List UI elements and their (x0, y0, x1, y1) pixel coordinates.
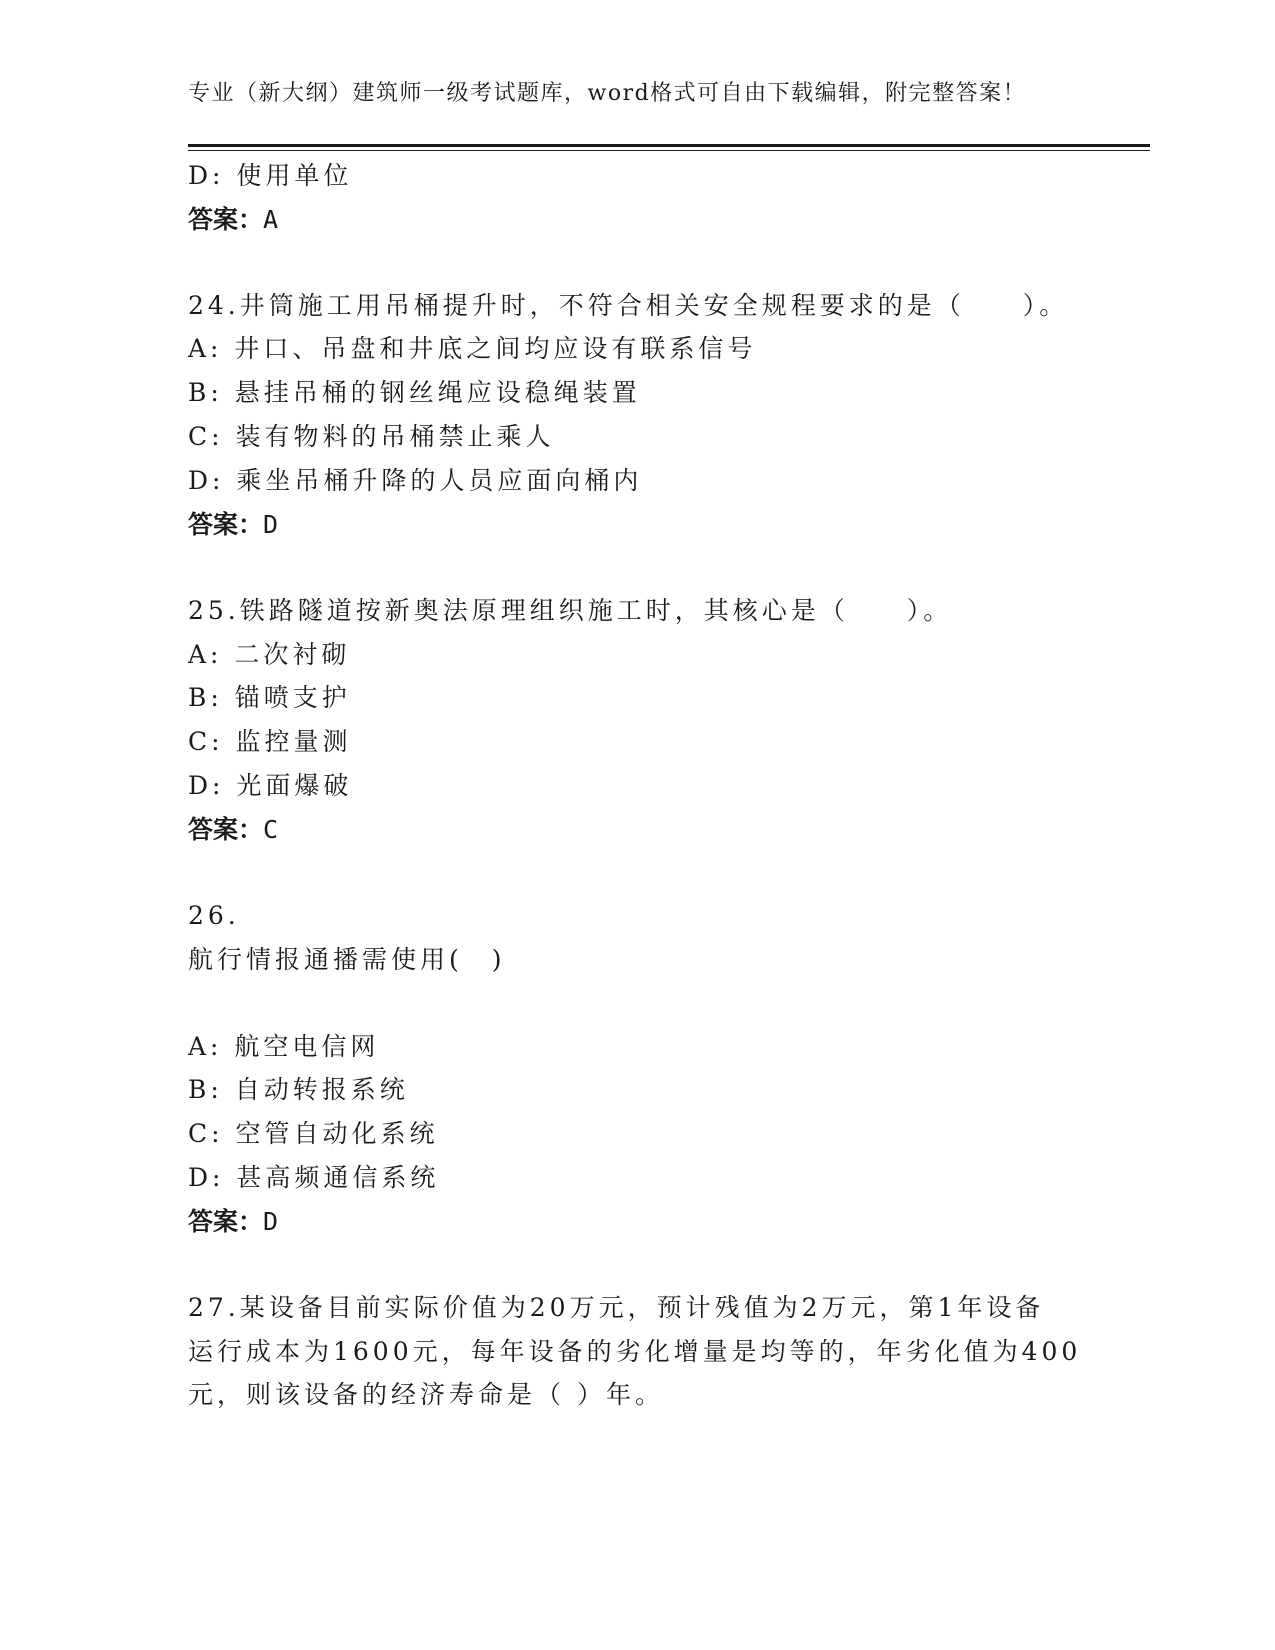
answer-line (188, 814, 278, 846)
page-header: 专业（新大纲）建筑师一级考试题库，word格式可自由下载编辑，附完整答案！ (188, 81, 1027, 106)
answer-value: D (263, 1207, 279, 1236)
question-27-stem-line: 运行成本为1600元，每年设备的劣化增量是均等的，年劣化值为400 (188, 1337, 1082, 1366)
option-a: A: 井口、吊盘和井底之间均应设有联系信号 (188, 334, 757, 363)
answer-line (188, 204, 278, 236)
question-26-stem: 航行情报通播需使用( ) (188, 945, 506, 974)
answer-value: C (263, 815, 279, 844)
option-b: B: 锚喷支护 (188, 683, 351, 712)
option-d: D: 光面爆破 (188, 771, 353, 800)
answer-value: A (263, 205, 279, 234)
question-27-stem-line: 27.某设备目前实际价值为20万元，预计残值为2万元，第1年设备 (188, 1293, 1045, 1322)
option-c: C: 空管自动化系统 (188, 1119, 439, 1148)
option-b: B: 自动转报系统 (188, 1075, 409, 1104)
answer-label: 答案： (188, 815, 264, 844)
option-a: A: 二次衬砌 (188, 640, 351, 669)
answer-line (188, 509, 278, 541)
answer-label: 答案： (188, 205, 264, 234)
answer-line (188, 1206, 278, 1238)
answer-label: 答案： (188, 1207, 264, 1236)
header-divider-thin (188, 150, 1150, 151)
header-divider-thick (188, 144, 1150, 147)
question-26-number: 26. (188, 901, 240, 930)
option-c: C: 装有物料的吊桶禁止乘人 (188, 422, 555, 451)
answer-label: 答案： (188, 510, 264, 539)
answer-value: D (263, 510, 279, 539)
option-c: C: 监控量测 (188, 727, 352, 756)
option-d: D: 乘坐吊桶升降的人员应面向桶内 (188, 466, 643, 495)
option-a: A: 航空电信网 (188, 1032, 380, 1061)
question-27-stem-line: 元，则该设备的经济寿命是（ ）年。 (188, 1380, 664, 1409)
option-b: B: 悬挂吊桶的钢丝绳应设稳绳装置 (188, 378, 641, 407)
option-d: D: 甚高频通信系统 (188, 1163, 440, 1192)
option-d: D: 使用单位 (188, 161, 353, 190)
question-24-stem: 24.井筒施工用吊桶提升时，不符合相关安全规程要求的是（ ）。 (188, 291, 1069, 320)
question-25-stem: 25.铁路隧道按新奥法原理组织施工时，其核心是（ ）。 (188, 596, 953, 625)
